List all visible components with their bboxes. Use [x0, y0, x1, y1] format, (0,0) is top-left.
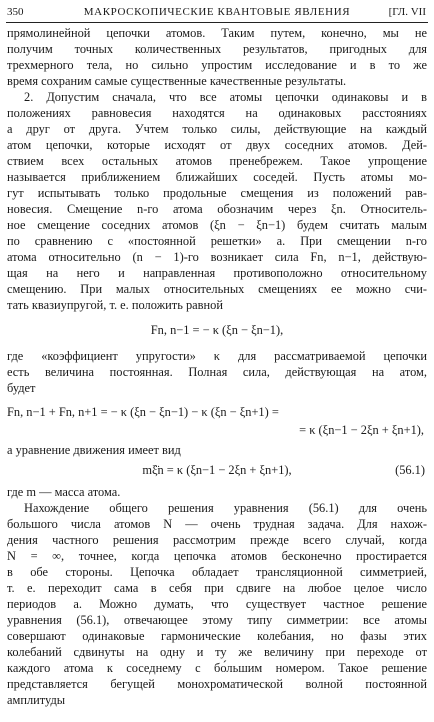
text-line: время сохраним самые существенные качественные результаты. — [7, 74, 347, 88]
equation-motion — [7, 462, 427, 482]
text-line: представляется бегущей монохроматической волной постоянной — [7, 677, 427, 691]
text-line: называется приближением ближайших соседей. Пусть атомы мо- — [7, 170, 427, 184]
text-line: Нахождение общего решения уравнения (56.1) для очень — [24, 501, 427, 515]
text-line: трехмерного тела, но сильно упростим исследование и в то же — [7, 58, 427, 72]
text-line: гут испытывать только продольные смещения из положений рав- — [7, 186, 427, 200]
text-line: где «коэффициент упругости» κ для рассматриваемой цепочки — [7, 349, 427, 363]
text-line: в обе стороны. Цепочка обладает трансляционной симметрией, — [7, 565, 427, 579]
text-line: каждого атома к соседнему с бо́льшим номером. Такое решение — [7, 661, 427, 675]
running-title: МАКРОСКОПИЧЕСКИЕ КВАНТОВЫЕ ЯВЛЕНИЯ — [83, 6, 351, 18]
text-line: совершают одинаковые гармонические колебания, но фазы этих — [7, 629, 427, 643]
equation-force — [7, 322, 427, 342]
text-line: атома относительно (n − 1)-го возникает сила Fn, n−1, действую- — [7, 250, 427, 264]
text-line: большого числа атомов N — очень трудная задача. Для нахож- — [7, 517, 427, 531]
text-line: тать квазиупругой, т. е. положить равной — [7, 298, 223, 312]
text-line: колебаний сдвинуты на одну и ту же величину при переходе от — [7, 645, 427, 659]
equation-body: mξ̈n = κ (ξn−1 − 2ξn + ξn+1), — [142, 463, 292, 477]
text-line: ствием всех остальных атомов пренебрежем. Такое упрощение — [7, 154, 427, 168]
text-line: периодов a. Можно думать, что существует частное решение — [7, 597, 427, 611]
text-line: прямолинейной цепочки атомов. Таким путем, конечно, мы не — [7, 26, 427, 40]
text-line: щая на него и направленная противоположно относительному — [7, 266, 427, 280]
text-line: т. е. переходит сама в себя при сдвиге на любое целое число — [7, 581, 427, 595]
text-line: будет — [7, 381, 36, 395]
text-line: 2. Допустим сначала, что все атомы цепочки одинаковы и в — [24, 90, 427, 104]
text-line: дения частного решения рассмотрим прежде всего случай, когда — [7, 533, 427, 547]
text-line: смещению. При малых относительных смещениях ее можно счи- — [7, 282, 427, 296]
text-line: амплитуды — [7, 693, 66, 707]
text-line: а уравнение движения имеет вид — [7, 443, 181, 457]
text-line: a друг от друга. Учтем только силы, действующие на каждый — [7, 122, 427, 136]
text-line: где m — масса атома. — [7, 485, 121, 499]
equation-number: (56.1) — [395, 463, 425, 477]
text-line: N = ∞, точнее, когда цепочка атомов бесконечно простирается — [7, 549, 427, 563]
equation-total-line-2: = κ (ξn−1 − 2ξn + ξn+1), — [299, 423, 424, 437]
text-line: новесия. Смещение n-го атома обозначим через ξn. Относитель- — [7, 202, 427, 216]
equation-total-line-1: Fn, n−1 + Fn, n+1 = − κ (ξn − ξn−1) − κ (ξn − ξn+1) = — [7, 405, 279, 419]
page-number: 350 — [7, 6, 24, 18]
text-line: есть величина постоянная. Полная сила, действующая на атом, — [7, 365, 427, 379]
header-rule — [6, 22, 428, 23]
text-line: по сравнению с «постоянной решетки» a. При смещении n-го — [7, 234, 427, 248]
text-line: атом цепочки, которые исходят от двух соседних атомов. Дей- — [7, 138, 427, 152]
text-line: получим точных количественных результатов, пригодных для — [7, 42, 427, 56]
equation-body: Fn, n−1 = − κ (ξn − ξn−1), — [150, 323, 284, 337]
running-header — [0, 4, 434, 20]
text-line: ное смещение соседних атомов (ξn − ξn−1) будем считать малым — [7, 218, 427, 232]
text-line: уравнения (56.1), отвечающее этому типу симметрии: все атомы — [7, 613, 427, 627]
text-line: положениях равновесия находятся на одинаковых расстояниях — [7, 106, 427, 120]
chapter-marker: [ГЛ. VII — [388, 6, 426, 18]
